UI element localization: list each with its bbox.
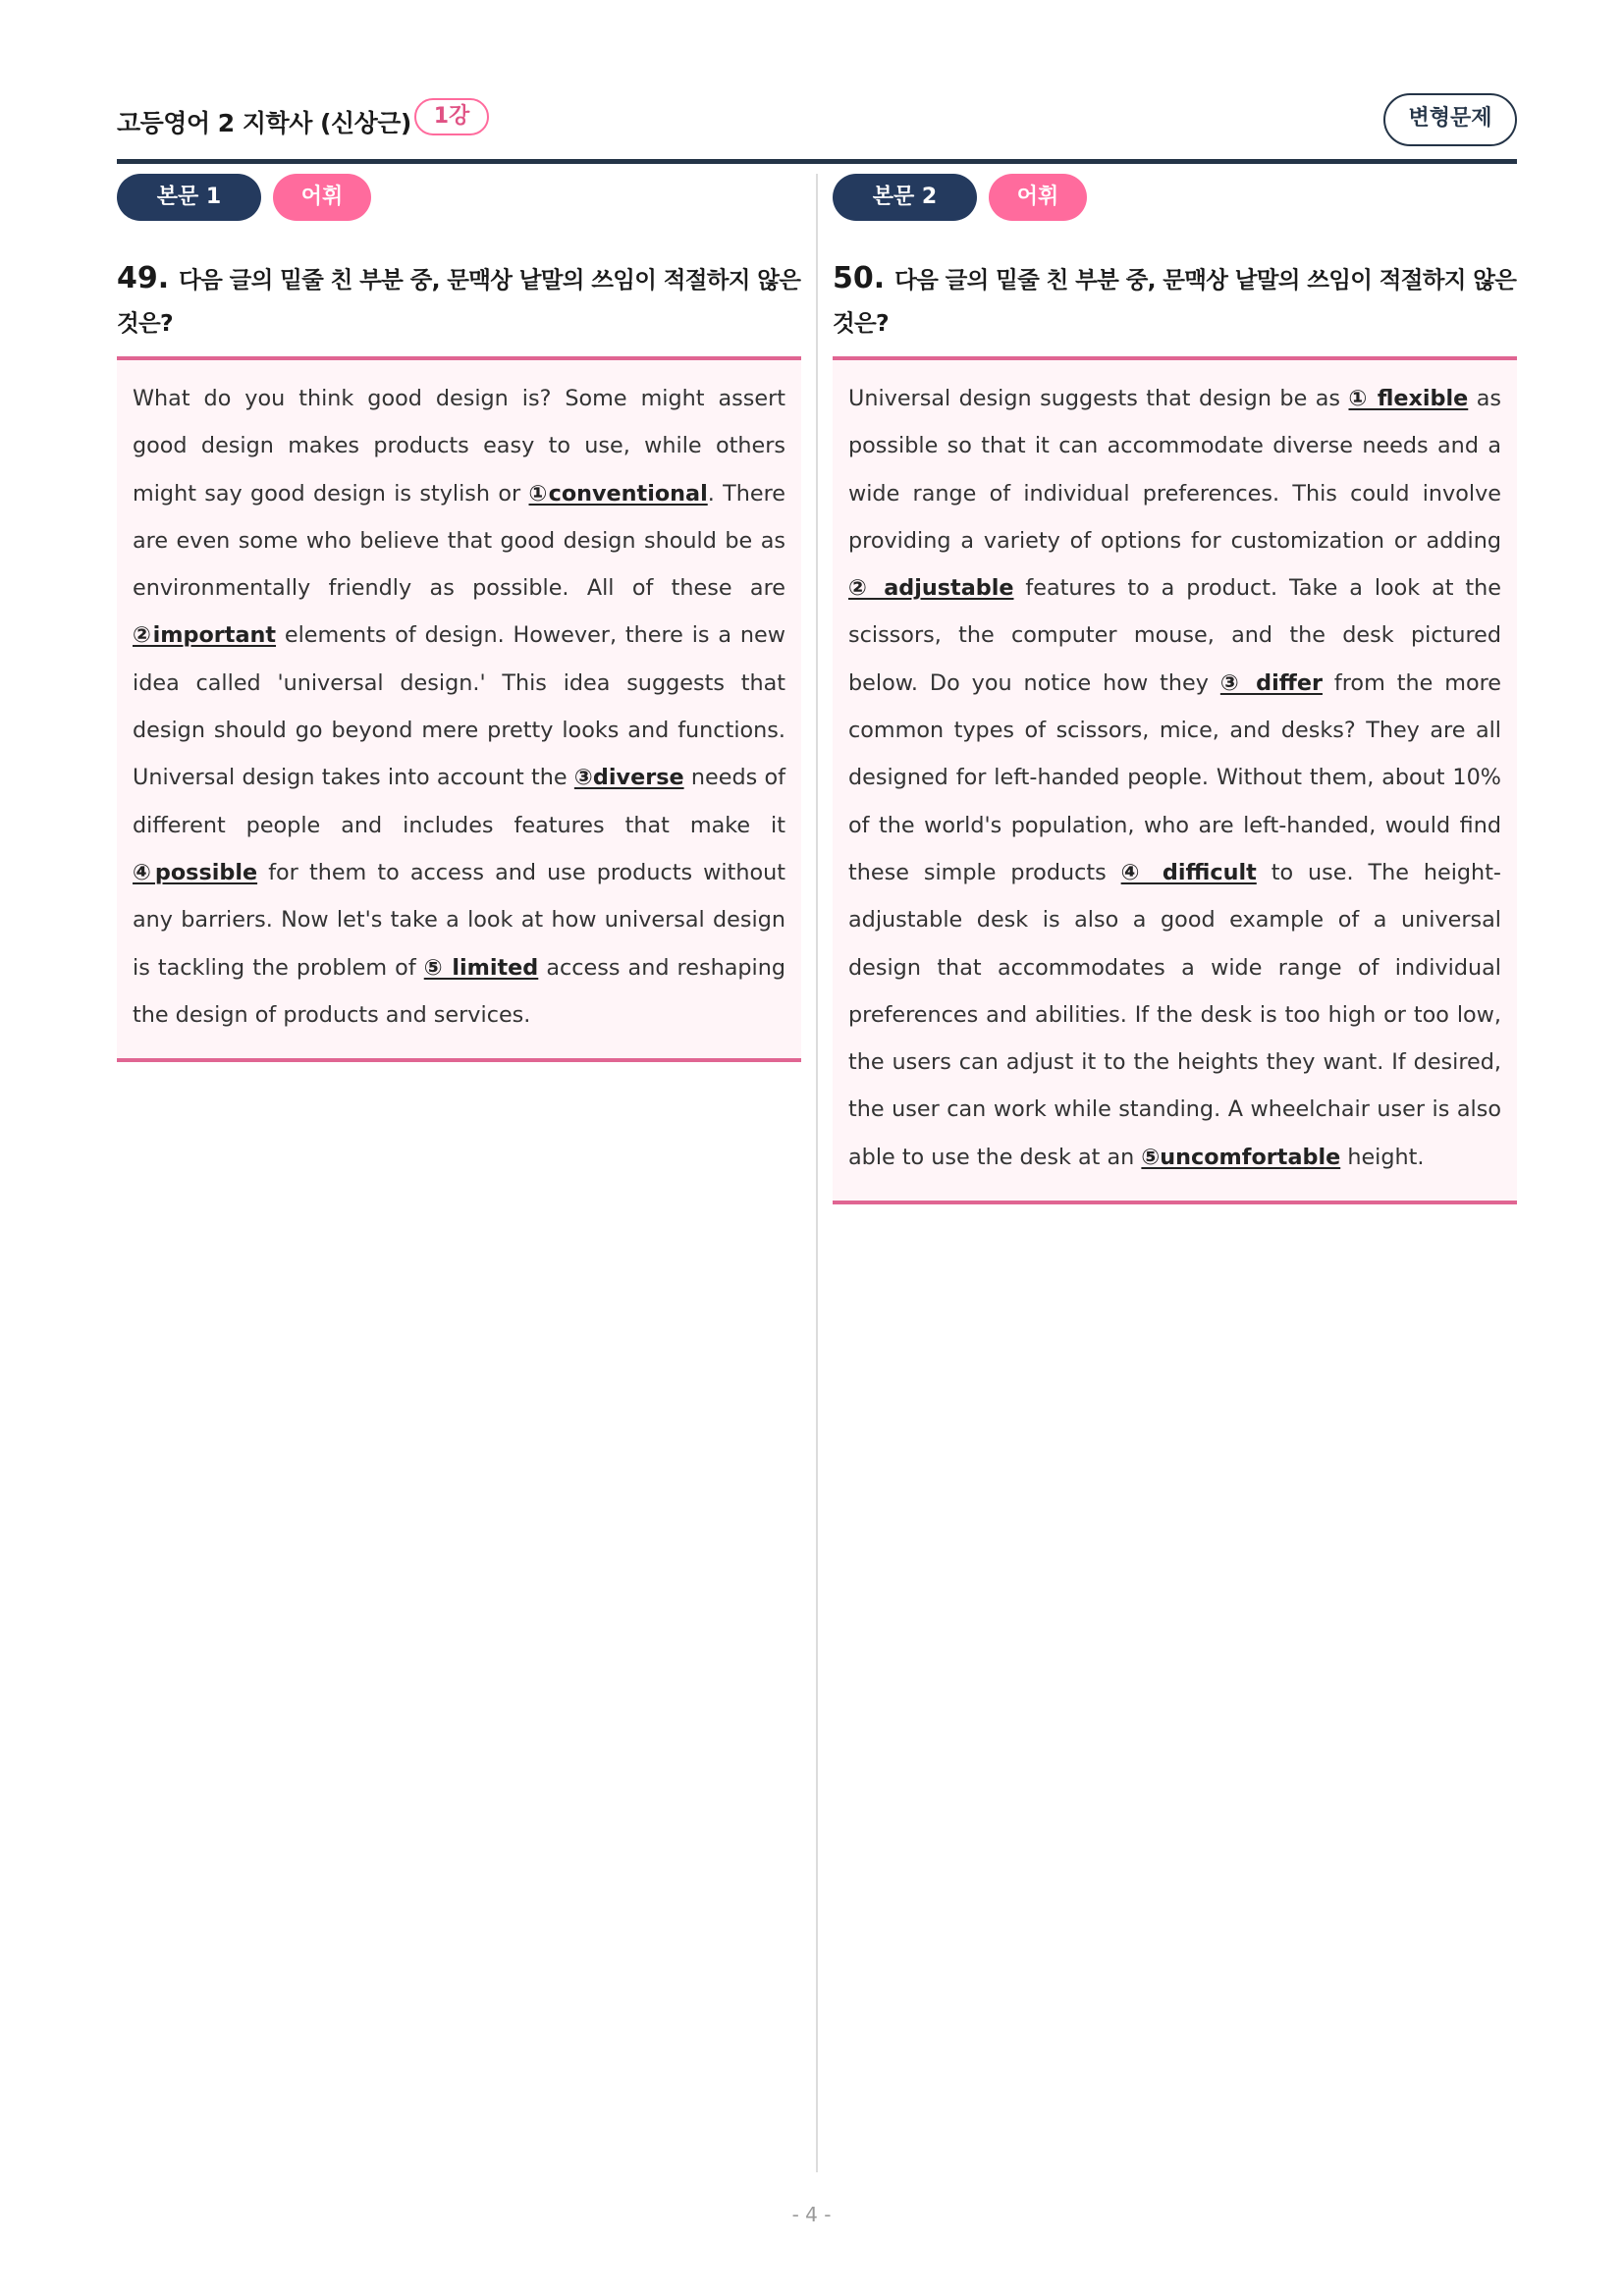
question-number: 50. (833, 261, 886, 295)
question-tags (117, 174, 801, 223)
question-text: 다음 글의 밑줄 친 부분 중, 문맥상 낱말의 쓰임이 적절하지 않은 것은? (117, 266, 801, 337)
passage-text: features to a product. Take a look at the scissors, the computer mouse, and the desk pictured below. Do you notice how they (848, 575, 1501, 696)
underlined-choice: ⑤ limited (423, 954, 539, 981)
passage-box (833, 356, 1517, 1204)
category-tag: 어휘 (989, 174, 1087, 221)
passage-tab: 본문 1 (117, 174, 261, 221)
column-divider (816, 174, 818, 2172)
category-tag: 어휘 (273, 174, 371, 221)
lesson-badge: 1강 (414, 98, 489, 135)
passage-text: access and reshaping the design of products and services. (133, 954, 785, 1028)
underlined-choice: ①conventional (528, 480, 708, 507)
underlined-choice: ⑤uncomfortable (1141, 1144, 1341, 1170)
question-type-badge: 변형문제 (1383, 93, 1517, 146)
passage-tab: 본문 2 (833, 174, 977, 221)
question-column-2 (833, 174, 1517, 1204)
passage-text: height. (1340, 1144, 1425, 1170)
underlined-choice: ① flexible (1348, 386, 1469, 411)
passage-text: What do you think good design is? Some might assert good design makes products easy to use, while others might say good design is stylish or (133, 386, 785, 507)
underlined-choice: ②important (133, 622, 277, 649)
question-prompt (117, 257, 801, 356)
passage-text: needs of different people and includes features that make it (133, 765, 785, 838)
underlined-choice: ③ differ (1219, 669, 1323, 696)
underlined-choice: ④possible (133, 859, 258, 885)
question-number: 49. (117, 261, 170, 295)
passage-text: elements of design. However, there is a new idea called 'universal design.' This idea suggests that design should go beyond mere pretty looks and functions. Universal design takes into account the (133, 622, 785, 791)
page-header (117, 94, 1517, 164)
underlined-choice: ② adjustable (848, 575, 1014, 602)
passage-text: to use. The height-adjustable desk is also a good example of a universal design that accommodates a wide range of individual preferences and abilities. If the desk is too high or too low, the users can adjust it to the heights they want. If desired, the user can work while standing. A wheelchair user is also able to use the desk at an (848, 859, 1501, 1170)
question-prompt (833, 257, 1517, 356)
question-column-1 (117, 174, 801, 1062)
passage-text: . There are even some who believe that good design should be as environmentally friendly as possible. All of these are (133, 480, 786, 602)
passage-text: Universal design suggests that design be as (848, 386, 1349, 411)
question-tags (833, 174, 1517, 223)
question-text: 다음 글의 밑줄 친 부분 중, 문맥상 낱말의 쓰임이 적절하지 않은 것은? (833, 266, 1517, 337)
passage-box (117, 356, 801, 1062)
page-number: - 4 - (791, 2203, 832, 2226)
passage-text: as possible so that it can accommodate diverse needs and a wide range of individual preferences. This could involve providing a variety of options for customization or adding (848, 386, 1501, 554)
underlined-choice: ④ difficult (1120, 859, 1257, 885)
document-title: 고등영어 2 지학사 (신상근) (117, 109, 411, 137)
passage-text: for them to access and use products without any barriers. Now let's take a look at how universal design is tackling the problem of (133, 859, 785, 981)
underlined-choice: ③diverse (573, 765, 684, 791)
passage-text: from the more common types of scissors, mice, and desks? They are all designed for left-handed people. Without them, about 10% of the world's population, who are left-handed, would find these simple products (848, 669, 1501, 885)
